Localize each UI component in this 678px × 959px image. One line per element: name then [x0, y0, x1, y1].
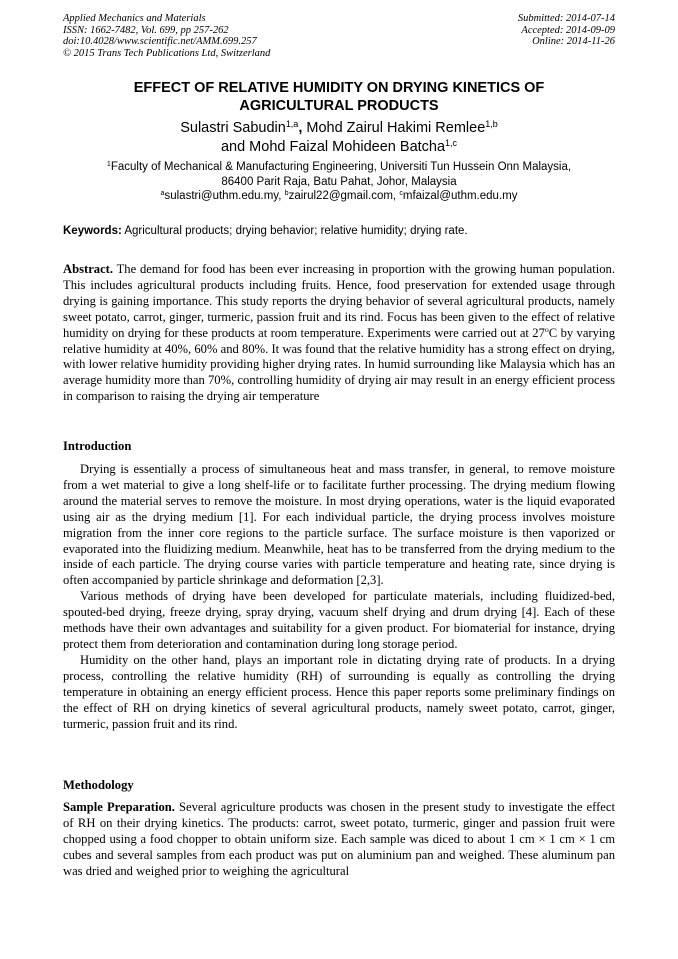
author-1-affil: 1,a [285, 119, 299, 130]
introduction-heading: Introduction [63, 439, 132, 453]
date-submitted: Submitted: 2014-07-14 [517, 13, 615, 24]
affiliation-line-1 [63, 160, 615, 175]
author-3-affil: 1,c [445, 138, 458, 149]
affiliation-institution: Faculty of Mechanical & Manufacturing Engineering, Universiti Tun Hussein Onn Malaysia, [110, 161, 572, 173]
paper-title [63, 79, 615, 115]
sample-preparation-paragraph [63, 800, 615, 880]
affiliation [63, 160, 615, 204]
date-accepted: Accepted: 2014-09-09 [521, 24, 615, 36]
sample-preparation-text: Several agriculture products was chosen in the present study to investigate the effect of RH on their drying kinetics. The products: carrot, sweet potato, turmeric, ginger and passion fruit were chopped using a food chopper to obtain uniform size. Each sample was diced to about 1 cm × 1 cm × 1 cm cubes and several samples from each product was put on aluminium pan and weighed. These aluminum pan was dried and weighed prior to weighing the agricultural [63, 800, 615, 878]
journal-copyright: © 2015 Trans Tech Publications Ltd, Switzerland [63, 47, 271, 59]
email-b[interactable]: zairul22@gmail.com, [288, 190, 397, 202]
title-line-2: AGRICULTURAL PRODUCTS [239, 98, 439, 114]
methodology-body [63, 800, 615, 880]
email-a-marker: a [160, 189, 165, 198]
email-c-marker: c [399, 189, 403, 198]
affiliation-emails [63, 189, 615, 204]
intro-paragraph-3: Humidity on the other hand, plays an important role in dictating drying rate of products. In a drying process, controlling the relative humidity (RH) of surrounding is equally as controlling the drying temperature in obtaining an energy efficient process. Hence this paper reports some preliminary findings on the effect of RH on drying kinetics of several agricultural products, namely sweet potato, carrot, ginger, turmeric, passion fruit and its rind. [63, 652, 615, 731]
publication-dates [518, 13, 615, 48]
author-2-affil: 1,b [485, 119, 498, 130]
email-a[interactable]: sulastri@uthm.edu.my, [164, 190, 282, 202]
author-line-2 [63, 138, 615, 157]
author-list [63, 119, 615, 157]
author-3: Mohd Faizal Mohideen Batcha [249, 139, 446, 155]
introduction-body [63, 462, 615, 732]
abstract-text-1: The demand for food has been ever increasing in proportion with the growing human population. This includes agricultural products including fruits. Hence, food preservation for extended usage through drying is gaining importance. This study reports the drying behavior of several agricultural products, namely sweet potato, carrot, ginger, turmeric, passion fruit and its rind. Focus has been given to the effect of relative humidity on drying for these products at room temperature. Experiments were carried out at 27 [63, 262, 616, 340]
title-line-1: EFFECT OF RELATIVE HUMIDITY ON DRYING KINETICS OF [133, 80, 545, 96]
abstract [63, 262, 615, 405]
affiliation-number: 1 [106, 160, 111, 169]
author-1: Sulastri Sabudin [180, 120, 286, 136]
abstract-label: Abstract. [63, 262, 114, 276]
journal-name: Applied Mechanics and Materials [63, 13, 206, 24]
journal-doi[interactable]: doi:10.4028/www.scientific.net/AMM.699.257 [63, 36, 257, 48]
keywords-text: Agricultural products; drying behavior; relative humidity; drying rate. [124, 225, 468, 237]
journal-issn: ISSN: 1662-7482, Vol. 699, pp 257-262 [63, 24, 229, 36]
intro-paragraph-1: Drying is essentially a process of simultaneous heat and mass transfer, in general, to remove moisture from a wet material to give a long shelf-life or to facilitate further processing. The drying medium flowing around the material serves to remove the moisture. In most drying operations, water is the liquid evaporated using air as the drying medium [1]. For each individual particle, the drying process involves moisture migration from the inner core regions to the particle surface. The surface moisture is then vaporized or evaporated into the fluidizing medium. Meanwhile, heat has to be transferred from the drying medium to the inside of each particle. The drying course varies with particle temperature and heating rate, since drying is often accompanied by particle shrinkage and deformation [2,3]. [63, 462, 615, 588]
email-c[interactable]: mfaizal@uthm.edu.my [402, 190, 518, 202]
author-and: and [220, 139, 246, 155]
author-line-1: Sulastri Sabudin$^{1,a}$, Mohd Zairul Hakimi Remlee$^{1,b}$ [180, 119, 498, 136]
author-2: Mohd Zairul Hakimi Remlee [306, 120, 486, 136]
intro-paragraph-2: Various methods of drying have been developed for particulate materials, including fluidized-bed, spouted-bed drying, freeze drying, spray drying, vacuum shelf drying and drum drying [4]. Each of these methods have their own advantages and suitability for a given product. For biomaterial for instance, drying protect them from deterioration and contamination during long storage period. [63, 589, 615, 651]
abstract-text-2: C by varying relative humidity at 40%, 60% and 80%. It was found that the relative humidity has a strong effect on drying, with lower relative humidity providing higher drying rates. In humid surrounding like Malaysia which has an average humidity more than 70%, controlling humidity of drying air may result in an energy efficient process in comparison to raising the drying air temperature [63, 325, 616, 404]
sample-preparation-label: Sample Preparation. [63, 800, 175, 814]
degree-sign: o [544, 325, 549, 335]
keywords-label: Keywords: [63, 225, 122, 237]
email-b-marker: b [284, 189, 289, 198]
affiliation-line-2: 86400 Parit Raja, Batu Pahat, Johor, Malaysia [221, 175, 457, 188]
date-online: Online: 2014-11-26 [532, 36, 615, 48]
journal-info [63, 13, 270, 59]
methodology-heading: Methodology [63, 778, 134, 792]
keywords [63, 224, 615, 239]
